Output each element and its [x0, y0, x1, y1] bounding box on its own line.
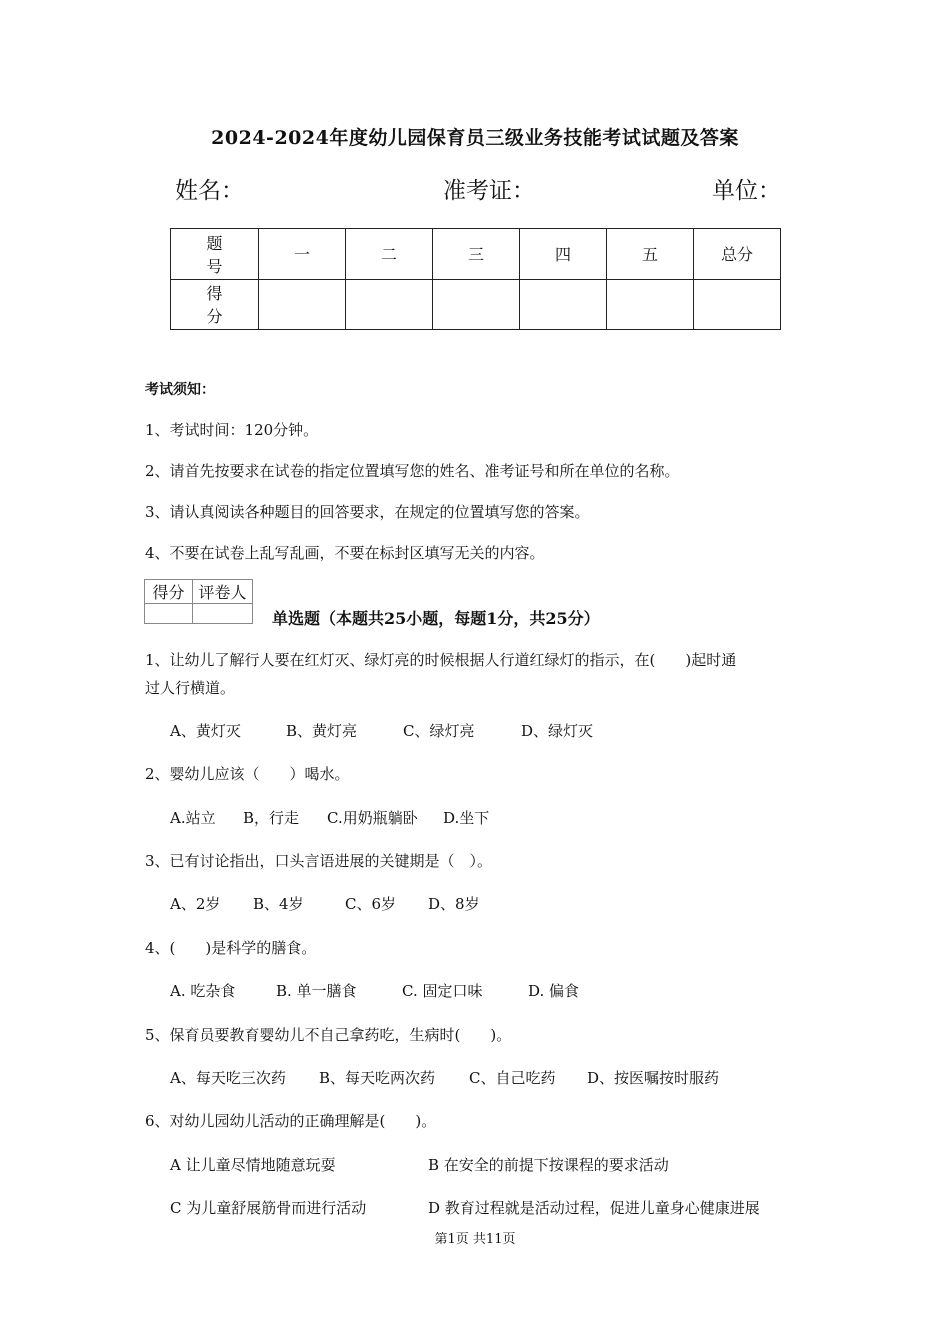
unit-field-label: 单位：	[712, 178, 781, 204]
answer-option[interactable]: A、2岁	[170, 895, 221, 913]
answer-option[interactable]: D.坐下	[443, 809, 490, 827]
answer-option[interactable]: B、每天吃两次药	[319, 1069, 436, 1087]
question-stem: 5、保育员要教育婴幼儿不自己拿药吃，生病时( )。	[145, 1026, 512, 1044]
question-stem: 3、已有讨论指出，口头言语进展的关键期是（ ）。	[145, 852, 493, 870]
score-table-header-row	[171, 229, 781, 280]
notice-item: 3、请认真阅读各种题目的回答要求，在规定的位置填写您的答案。	[145, 503, 590, 521]
score-row-label: 得 分	[171, 279, 259, 330]
answer-option[interactable]: B. 单一膳食	[276, 982, 357, 1000]
answer-option[interactable]: A.站立	[170, 809, 216, 827]
score-table	[170, 228, 781, 330]
score-cell[interactable]	[433, 279, 520, 330]
grader-score-label: 得分	[145, 580, 193, 604]
question-stem: 6、对幼儿园幼儿活动的正确理解是( )。	[145, 1112, 437, 1130]
answer-option[interactable]: D、8岁	[428, 895, 480, 913]
answer-option[interactable]: C、6岁	[345, 895, 397, 913]
answer-option[interactable]: D 教育过程就是活动过程，促进儿童身心健康进展	[428, 1199, 760, 1217]
answer-option[interactable]: A、每天吃三次药	[170, 1069, 286, 1087]
answer-option[interactable]: B、黄灯亮	[286, 722, 358, 740]
score-table-header-cell: 总分	[694, 229, 781, 280]
exam-id-field-label: 准考证：	[443, 178, 535, 204]
notice-item: 2、请首先按要求在试卷的指定位置填写您的姓名、准考证号和所在单位的名称。	[145, 462, 680, 480]
answer-option[interactable]: A 让儿童尽情地随意玩耍	[170, 1156, 336, 1174]
answer-option[interactable]: C、自己吃药	[469, 1069, 556, 1087]
answer-option[interactable]: D、按医嘱按时服药	[587, 1069, 720, 1087]
grader-name-cell[interactable]	[193, 604, 253, 624]
notice-title: 考试须知：	[145, 382, 215, 398]
score-table-header-cell: 二	[346, 229, 433, 280]
answer-option[interactable]: C、绿灯亮	[403, 722, 475, 740]
answer-option[interactable]: B 在安全的前提下按课程的要求活动	[428, 1156, 669, 1174]
question-stem: 1、让幼儿了解行人要在红灯灭、绿灯亮的时候根据人行道红绿灯的指示，在( )起时通	[145, 651, 737, 669]
score-cell[interactable]	[259, 279, 346, 330]
grader-score-cell[interactable]	[145, 604, 193, 624]
answer-option[interactable]: C.用奶瓶躺卧	[327, 809, 418, 827]
score-cell[interactable]	[520, 279, 607, 330]
score-table-score-row	[171, 279, 781, 330]
answer-option[interactable]: B、4岁	[253, 895, 304, 913]
score-table-header-cell: 题 号	[171, 229, 259, 280]
answer-option[interactable]: C. 固定口味	[402, 982, 483, 1000]
grader-name-label: 评卷人	[193, 580, 253, 604]
score-cell[interactable]	[346, 279, 433, 330]
score-table-header-cell: 三	[433, 229, 520, 280]
page-footer: 第1页 共11页	[434, 1232, 516, 1247]
document-title: 2024-2024年度幼儿园保育员三级业务技能考试试题及答案	[211, 127, 739, 149]
answer-option[interactable]: C 为儿童舒展筋骨而进行活动	[170, 1199, 367, 1217]
score-table-header-cell: 四	[520, 229, 607, 280]
answer-option[interactable]: D. 偏食	[528, 982, 580, 1000]
answer-option[interactable]: D、绿灯灭	[521, 722, 594, 740]
score-table-header-cell: 五	[607, 229, 694, 280]
section-title: 单选题（本题共25小题，每题1分，共25分）	[272, 609, 600, 628]
score-cell[interactable]	[607, 279, 694, 330]
answer-option[interactable]: A. 吃杂食	[170, 982, 236, 1000]
name-field-label: 姓名：	[175, 178, 244, 204]
score-cell[interactable]	[694, 279, 781, 330]
answer-option[interactable]: B，行走	[243, 809, 300, 827]
question-stem: 2、婴幼儿应该（ ）喝水。	[145, 765, 350, 783]
question-stem-continued: 过人行横道。	[145, 679, 236, 697]
grader-box	[144, 579, 253, 624]
notice-item: 4、不要在试卷上乱写乱画，不要在标封区填写无关的内容。	[145, 544, 545, 562]
answer-option[interactable]: A、黄灯灭	[170, 722, 241, 740]
question-stem: 4、( )是科学的膳食。	[145, 939, 317, 957]
notice-item: 1、考试时间：120分钟。	[145, 421, 319, 439]
score-table-header-cell: 一	[259, 229, 346, 280]
